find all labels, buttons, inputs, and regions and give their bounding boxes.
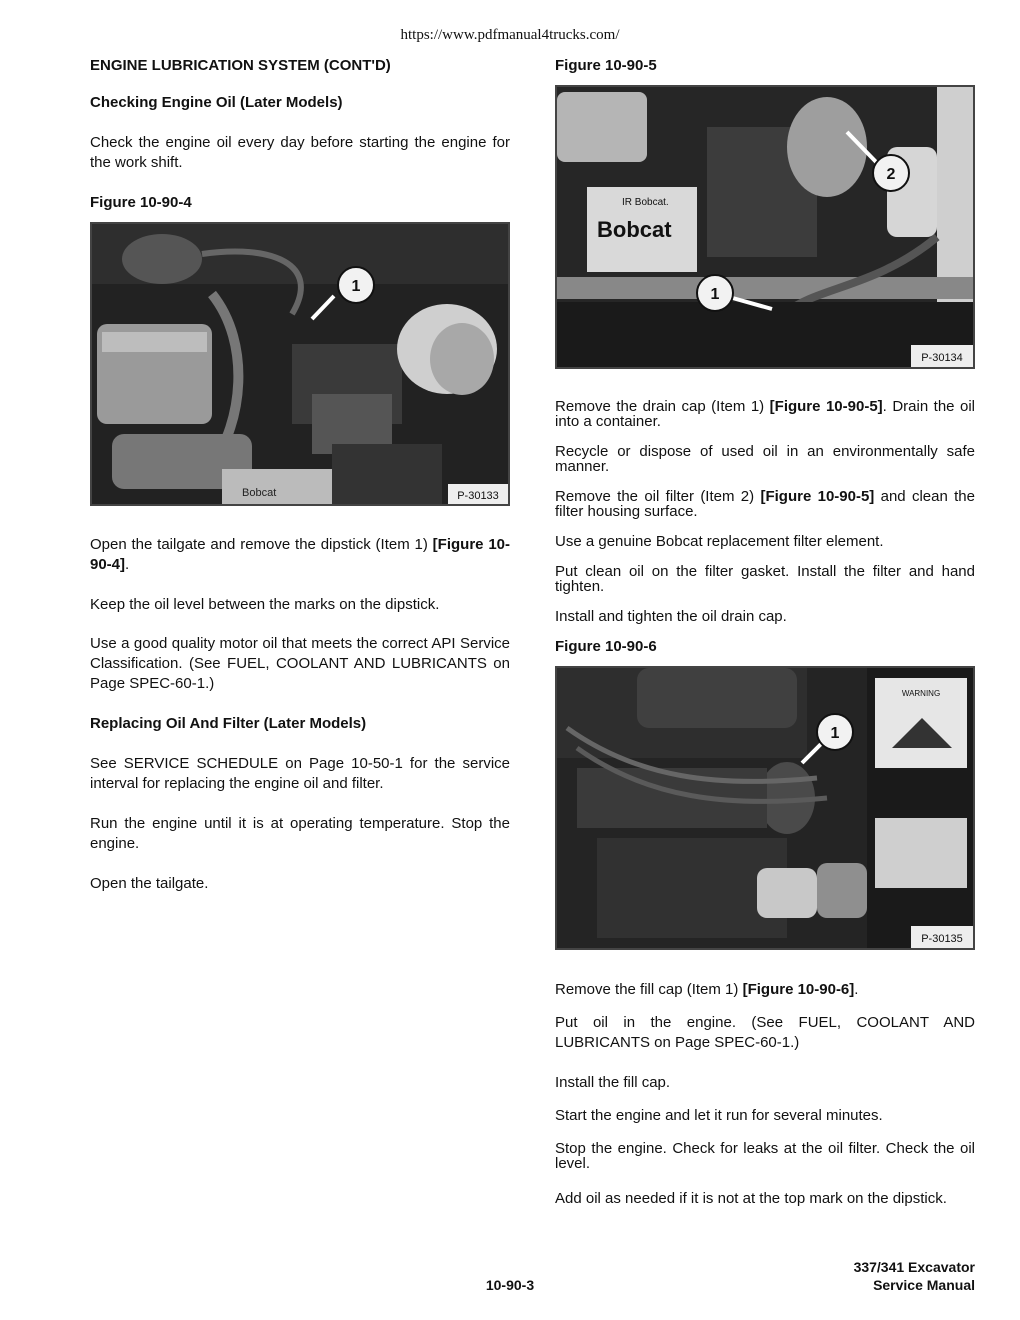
figure-reference[interactable]: [Figure 10-90-4] [90,536,510,573]
figure-5-callout-1: 1 [710,286,720,303]
page-number: 10-90-3 [485,1277,535,1293]
paragraph-start-engine: Start the engine and let it run for several minutes. [555,1107,883,1124]
paragraph-recycle-oil: Recycle or dispose of used oil in an environmentally safe manner. [555,443,975,475]
paragraph-oil-level: Keep the oil level between the marks on the dipstick. [90,596,440,613]
paragraph-open-tailgate-dipstick: Open the tailgate and remove the dipstick (Item 1) [Figure 10-90-4]. [90,536,510,573]
footer-manual: Service Manual [873,1277,975,1293]
source-url[interactable]: https://www.pdfmanual4trucks.com/ [400,27,620,43]
figure-caption-4: Figure 10-90-4 [90,194,192,211]
paragraph-genuine-filter: Use a genuine Bobcat replacement filter element. [555,533,884,550]
paragraph-remove-oil-filter: Remove the oil filter (Item 2) [Figure 10-90-5] and clean the filter housing surface. [555,488,975,520]
paragraph-add-oil: Add oil as needed if it is not at the top mark on the dipstick. [555,1190,947,1207]
figure-caption-5: Figure 10-90-5 [555,57,657,74]
figure-5-brand-small: IR Bobcat. [622,197,669,208]
figure-6-code: P-30135 [921,933,963,945]
figure-4-code: P-30133 [457,490,499,502]
paragraph-service-schedule: See SERVICE SCHEDULE on Page 10-50-1 for the service interval for replacing the engine oil and filter. [90,755,510,792]
paragraph-remove-fill-cap: Remove the fill cap (Item 1) [Figure 10-90-6]. [555,981,859,998]
figure-6-warning-label: WARNING [901,689,941,698]
paragraph-remove-drain-cap: Remove the drain cap (Item 1) [Figure 10-90-5]. Drain the oil into a container. [555,398,975,430]
paragraph-check-daily: Check the engine oil every day before starting the engine for the work shift. [90,134,510,171]
paragraph-oil-quality: Use a good quality motor oil that meets the correct API Service Classification. (See FUEL, COOLANT AND LUBRICANTS on Page SPEC-60-1.) [90,635,510,692]
figure-reference[interactable]: [Figure 10-90-5] [760,488,875,505]
paragraph-open-tailgate: Open the tailgate. [90,875,209,892]
figure-reference[interactable]: [Figure 10-90-6] [742,981,855,998]
figure-caption-6: Figure 10-90-6 [555,638,657,655]
paragraph-put-oil: Put oil in the engine. (See FUEL, COOLANT AND LUBRICANTS on Page SPEC-60-1.) [555,1014,975,1051]
paragraph-install-drain-cap: Install and tighten the oil drain cap. [555,608,787,625]
figure-reference[interactable]: [Figure 10-90-5] [769,398,883,415]
paragraph-check-leaks: Stop the engine. Check for leaks at the oil filter. Check the oil level. [555,1140,975,1172]
paragraph-run-engine: Run the engine until it is at operating temperature. Stop the engine. [90,815,510,852]
subheading-replacing-oil: Replacing Oil And Filter (Later Models) [90,715,367,732]
figure-5-code: P-30134 [921,352,963,364]
figure-4-callout-number: 1 [351,278,361,295]
subheading-checking-oil: Checking Engine Oil (Later Models) [90,94,343,111]
figure-10-90-4 [90,222,510,506]
figure-10-90-6 [555,666,975,950]
figure-5-callout-2: 2 [886,166,896,183]
figure-4-brand-label: Bobcat [242,487,277,499]
section-title: ENGINE LUBRICATION SYSTEM (CONT'D) [90,57,391,74]
figure-6-callout-number: 1 [830,725,840,742]
paragraph-filter-gasket: Put clean oil on the filter gasket. Install the filter and hand tighten. [555,563,975,595]
paragraph-install-fill-cap: Install the fill cap. [555,1074,671,1091]
figure-5-brand: Bobcat [597,217,672,242]
figure-10-90-5 [555,85,975,369]
footer-model: 337/341 Excavator [853,1259,975,1275]
